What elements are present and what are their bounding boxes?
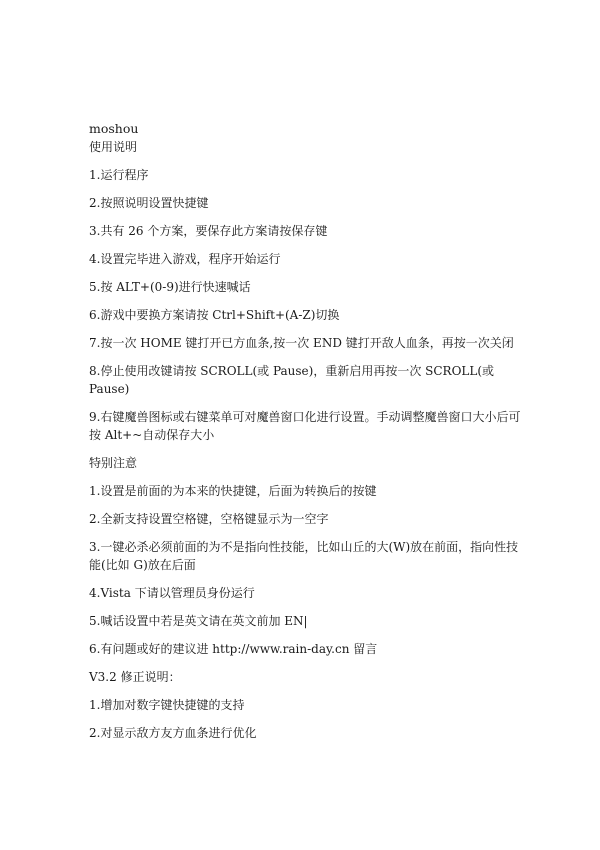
document-body	[89, 120, 529, 752]
note-item: 4.Vista 下请以管理员身份运行	[89, 586, 255, 600]
instruction-item: 9.右键魔兽图标或右键菜单可对魔兽窗口化进行设置。手动调整魔兽窗口大小后可按 Alt+~自动保存大小	[89, 410, 521, 442]
changelog-item: 2.对显示敌方友方血条进行优化	[89, 726, 257, 740]
changelog-heading: V3.2 修正说明：	[89, 670, 181, 684]
instruction-item: 1.运行程序	[89, 168, 149, 182]
document-subtitle: 使用说明	[89, 140, 138, 154]
note-item: 3.一键必杀必须前面的为不是指向性技能，比如山丘的大(W)放在前面，指向性技能(比如 G)放在后面	[89, 540, 519, 572]
notes-heading: 特别注意	[89, 456, 138, 470]
instruction-item: 8.停止使用改键请按 SCROLL(或 Pause)，重新启用再按一次 SCROLL(或 Pause)	[89, 364, 495, 396]
note-item: 1.设置是前面的为本来的快捷键，后面为转换后的按键	[89, 484, 377, 498]
instructions-section	[89, 166, 529, 444]
instruction-item: 6.游戏中要换方案请按 Ctrl+Shift+(A-Z)切换	[89, 308, 340, 322]
changelog-section	[89, 668, 529, 742]
note-item: 2.全新支持设置空格键，空格键显示为一空字	[89, 512, 329, 526]
changelog-item: 1.增加对数字键快捷键的支持	[89, 698, 245, 712]
notes-section	[89, 454, 529, 658]
instruction-item: 5.按 ALT+(0-9)进行快速喊话	[89, 280, 251, 294]
instruction-item: 2.按照说明设置快捷键	[89, 196, 209, 210]
note-item: 6.有问题或好的建议进 http://www.rain-day.cn 留言	[89, 642, 378, 656]
document-title: moshou	[89, 121, 139, 136]
note-item: 5.喊话设置中若是英文请在英文前加 EN|	[89, 614, 308, 628]
instruction-item: 4.设置完毕进入游戏，程序开始运行	[89, 252, 281, 266]
instruction-item: 3.共有 26 个方案，要保存此方案请按保存键	[89, 224, 328, 238]
instruction-item: 7.按一次 HOME 键打开已方血条,按一次 END 键打开敌人血条，再按一次关闭	[89, 336, 514, 350]
